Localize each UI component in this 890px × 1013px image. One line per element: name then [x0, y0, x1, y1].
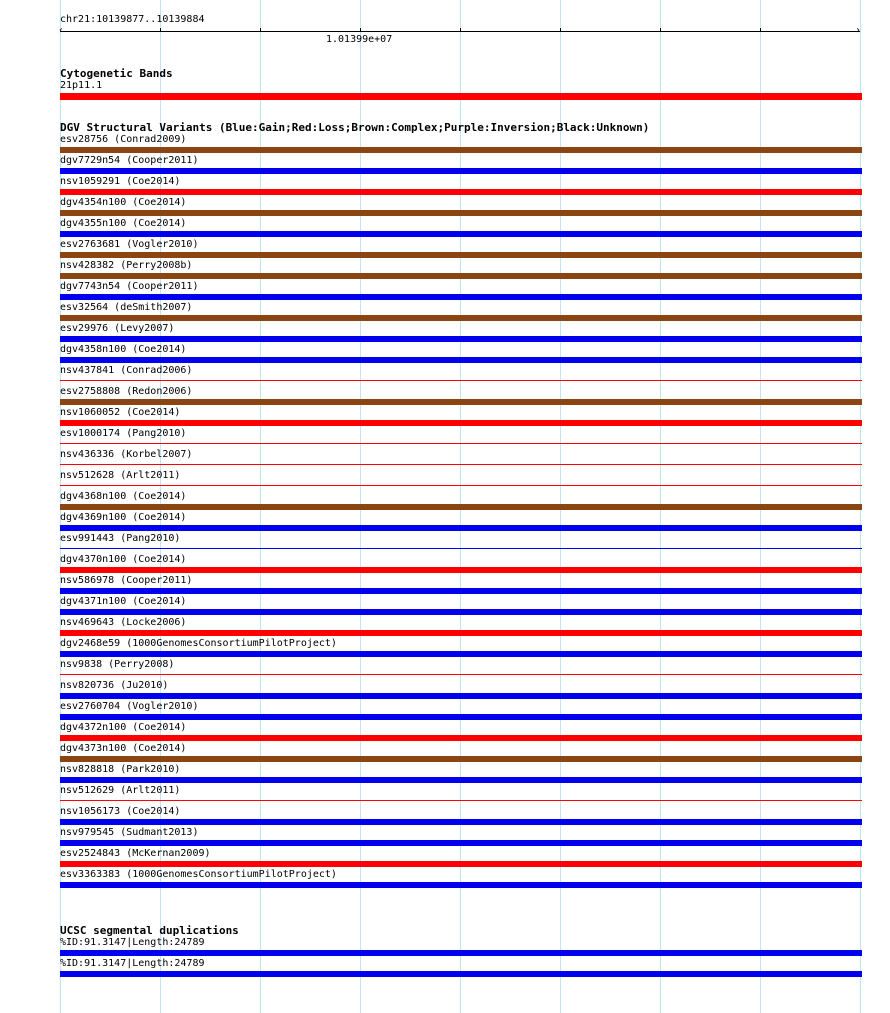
feature-label[interactable]: dgv4371n100 (Coe2014) — [60, 596, 187, 607]
feature-bar[interactable] — [60, 420, 862, 426]
ruler-tick — [160, 28, 161, 32]
feature-label[interactable]: nsv820736 (Ju2010) — [60, 680, 169, 691]
segdup-track-title: UCSC segmental duplications — [60, 924, 239, 937]
feature-label[interactable]: %ID:91.3147|Length:24789 — [60, 937, 205, 948]
feature-bar[interactable] — [60, 588, 862, 594]
feature-label[interactable]: dgv4354n100 (Coe2014) — [60, 197, 187, 208]
feature-bar[interactable] — [60, 971, 862, 977]
ruler-tick — [760, 28, 761, 32]
feature-bar[interactable] — [60, 357, 862, 363]
feature-label[interactable]: dgv4358n100 (Coe2014) — [60, 344, 187, 355]
feature-bar[interactable] — [60, 950, 862, 956]
feature-label[interactable]: nsv437841 (Conrad2006) — [60, 365, 193, 376]
feature-bar[interactable] — [60, 861, 862, 867]
ruler-tick — [360, 28, 361, 32]
feature-bar[interactable] — [60, 651, 862, 657]
feature-bar[interactable] — [60, 399, 862, 405]
feature-bar[interactable] — [60, 777, 862, 783]
feature-label[interactable]: dgv4355n100 (Coe2014) — [60, 218, 187, 229]
feature-label[interactable]: nsv9838 (Perry2008) — [60, 659, 175, 670]
feature-label[interactable]: nsv586978 (Cooper2011) — [60, 575, 193, 586]
feature-bar[interactable] — [60, 380, 862, 381]
feature-bar[interactable] — [60, 464, 862, 465]
feature-label[interactable]: dgv4372n100 (Coe2014) — [60, 722, 187, 733]
feature-label[interactable]: nsv469643 (Locke2006) — [60, 617, 187, 628]
feature-bar[interactable] — [60, 609, 862, 615]
cytoband-bar[interactable] — [60, 93, 862, 100]
feature-bar[interactable] — [60, 504, 862, 510]
feature-bar[interactable] — [60, 294, 862, 300]
feature-bar[interactable] — [60, 756, 862, 762]
ruler-tick — [260, 28, 261, 32]
ruler-tick-label: 1.01399e+07 — [326, 34, 393, 45]
feature-label[interactable]: esv2760704 (Vogler2010) — [60, 701, 199, 712]
feature-bar[interactable] — [60, 735, 862, 741]
feature-bar[interactable] — [60, 525, 862, 531]
feature-label[interactable]: dgv4369n100 (Coe2014) — [60, 512, 187, 523]
feature-label[interactable]: esv29976 (Levy2007) — [60, 323, 175, 334]
ruler-tick — [460, 28, 461, 32]
ruler-tick — [560, 28, 561, 32]
cytoband-label: 21p11.1 — [60, 80, 103, 91]
feature-bar[interactable] — [60, 674, 862, 675]
feature-label[interactable]: nsv979545 (Sudmant2013) — [60, 827, 199, 838]
feature-bar[interactable] — [60, 567, 862, 573]
feature-label[interactable]: dgv4368n100 (Coe2014) — [60, 491, 187, 502]
feature-bar[interactable] — [60, 336, 862, 342]
feature-label[interactable]: dgv2468e59 (1000GenomesConsortiumPilotProject) — [60, 638, 337, 649]
feature-label[interactable]: dgv7729n54 (Cooper2011) — [60, 155, 199, 166]
feature-bar[interactable] — [60, 147, 862, 153]
feature-label[interactable]: esv28756 (Conrad2009) — [60, 134, 187, 145]
feature-label[interactable]: esv1000174 (Pang2010) — [60, 428, 187, 439]
feature-bar[interactable] — [60, 819, 862, 825]
feature-bar[interactable] — [60, 189, 862, 195]
feature-bar[interactable] — [60, 443, 862, 444]
ruler-left-arrow-icon: ‹ — [58, 25, 65, 36]
feature-label[interactable]: esv2763681 (Vogler2010) — [60, 239, 199, 250]
feature-bar[interactable] — [60, 693, 862, 699]
feature-label[interactable]: %ID:91.3147|Length:24789 — [60, 958, 205, 969]
feature-label[interactable]: esv2524843 (McKernan2009) — [60, 848, 211, 859]
cytoband-track-title: Cytogenetic Bands — [60, 67, 173, 80]
feature-label[interactable]: dgv4373n100 (Coe2014) — [60, 743, 187, 754]
feature-label[interactable]: nsv428382 (Perry2008b) — [60, 260, 193, 271]
feature-label[interactable]: nsv1060052 (Coe2014) — [60, 407, 181, 418]
feature-bar[interactable] — [60, 252, 862, 258]
feature-bar[interactable] — [60, 630, 862, 636]
feature-label[interactable]: nsv1056173 (Coe2014) — [60, 806, 181, 817]
feature-bar[interactable] — [60, 882, 862, 888]
feature-label[interactable]: esv991443 (Pang2010) — [60, 533, 181, 544]
ruler-right-arrow-icon: › — [855, 25, 862, 36]
feature-bar[interactable] — [60, 231, 862, 237]
feature-label[interactable]: dgv4370n100 (Coe2014) — [60, 554, 187, 565]
feature-label[interactable]: nsv1059291 (Coe2014) — [60, 176, 181, 187]
feature-label[interactable]: nsv436336 (Korbel2007) — [60, 449, 193, 460]
dgv-track-title: DGV Structural Variants (Blue:Gain;Red:Loss;Brown:Complex;Purple:Inversion;Black:Unknown) — [60, 121, 650, 134]
feature-bar[interactable] — [60, 800, 862, 801]
feature-bar[interactable] — [60, 714, 862, 720]
feature-label[interactable]: esv32564 (deSmith2007) — [60, 302, 193, 313]
feature-bar[interactable] — [60, 273, 862, 279]
feature-bar[interactable] — [60, 315, 862, 321]
feature-label[interactable]: nsv512628 (Arlt2011) — [60, 470, 181, 481]
feature-label[interactable]: esv3363383 (1000GenomesConsortiumPilotProject) — [60, 869, 337, 880]
region-coordinates: chr21:10139877..10139884 — [60, 14, 205, 25]
feature-label[interactable]: esv2758808 (Redon2006) — [60, 386, 193, 397]
feature-label[interactable]: nsv828818 (Park2010) — [60, 764, 181, 775]
feature-label[interactable]: dgv7743n54 (Cooper2011) — [60, 281, 199, 292]
feature-bar[interactable] — [60, 210, 862, 216]
ruler-tick — [660, 28, 661, 32]
feature-bar[interactable] — [60, 168, 862, 174]
feature-bar[interactable] — [60, 840, 862, 846]
feature-label[interactable]: nsv512629 (Arlt2011) — [60, 785, 181, 796]
feature-bar[interactable] — [60, 485, 862, 486]
feature-bar[interactable] — [60, 548, 862, 549]
